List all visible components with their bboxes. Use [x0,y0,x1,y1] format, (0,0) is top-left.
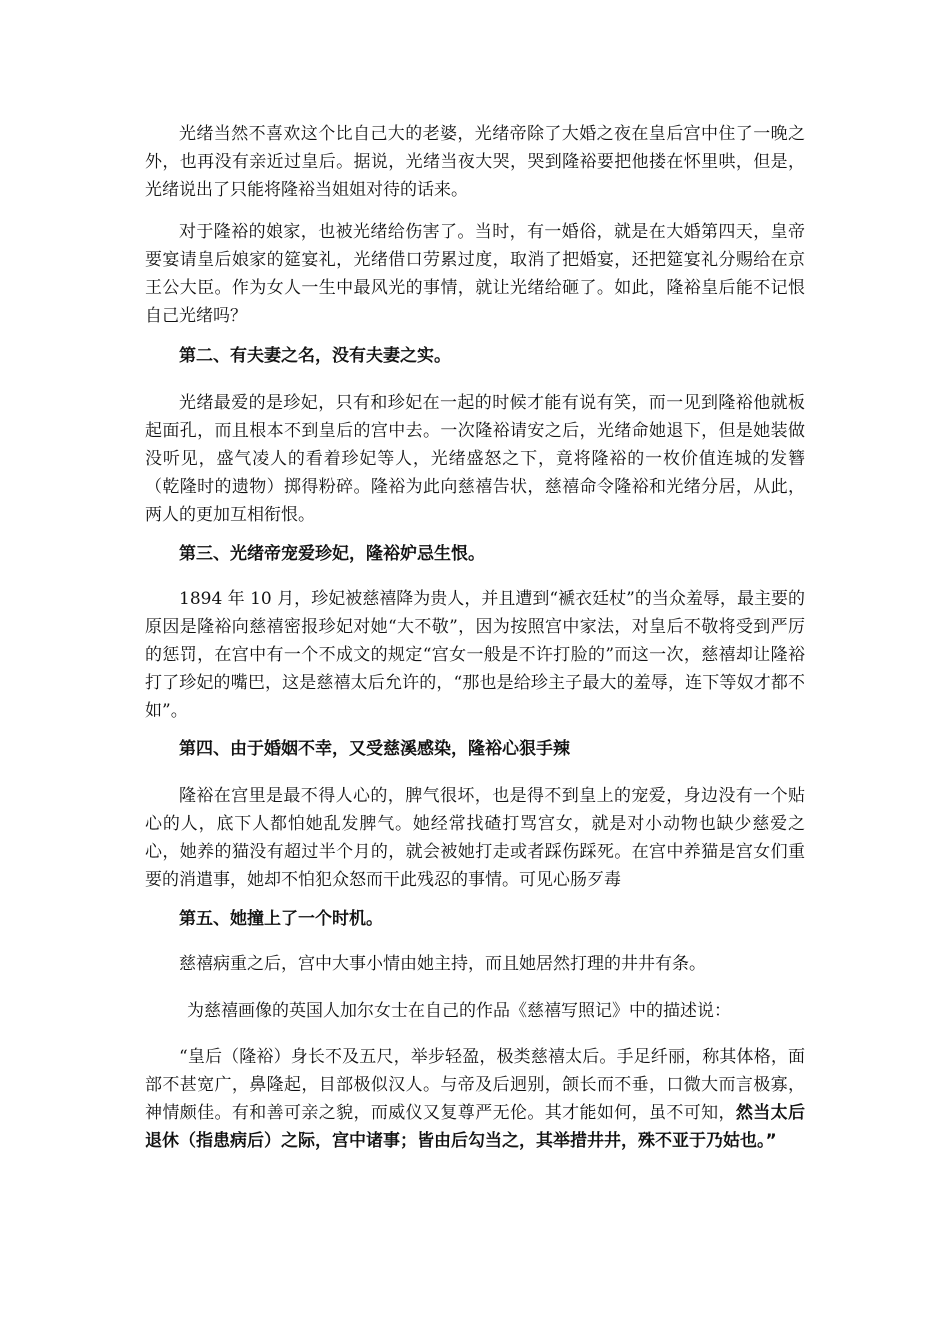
section-heading-2: 第二、有夫妻之名，没有夫妻之实。 [179,346,451,366]
quote-normal-text: “皇后（隆裕）身长不及五尺，举步轻盈，极类慈禧太后。手足纤丽，称其体格，面部不甚宽广，鼻隆起，目部极似汉人。与帝及后迥别，颌长而不垂，口微大而言极寡，神情颇佳。有和善可亲之貌，而威仪又复尊严无伦。其才能如何，虽不可知， [145,1047,805,1123]
paragraph-8 [145,1043,805,1155]
paragraph-6: 慈禧病重之后，宫中大事小情由她主持，而且她居然打理的井井有条。 [179,954,706,974]
section-heading-5: 第五、她撞上了一个时机。 [179,909,383,929]
paragraph-7: 为慈禧画像的英国人加尔女士在自己的作品《慈禧写照记》中的描述说： [187,1001,731,1021]
paragraph-3: 光绪最爱的是珍妃，只有和珍妃在一起的时候才能有说有笑，而一见到隆裕他就板起面孔，而且根本不到皇后的宫中去。一次隆裕请安之后，光绪命她退下，但是她装做没听见，盛气凌人的看着珍妃等人，光绪盛怒之下，竟将隆裕的一枚价值连城的发簪（乾隆时的遗物）掷得粉碎。隆裕为此向慈禧告状，慈禧命令隆裕和光绪分居，从此，两人的更加互相衔恨。 [145,393,805,525]
paragraph-4: 1894 年 10 月，珍妃被慈禧降为贵人，并且遭到“褫衣廷杖”的当众羞辱，最主要的原因是隆裕向慈禧密报珍妃对她“大不敬”，因为按照宫中家法，对皇后不敬将受到严厉的惩罚，在宫中有一个不成文的规定“宫女一般是不许打脸的”而这一次，慈禧却让隆裕打了珍妃的嘴巴，这是慈禧太后允许的，“那也是给珍主子最大的羞辱，连下等奴才都不如”。 [145,589,805,721]
quote-bold-text: 然当太后退休（指患病后）之际，宫中诸事；皆由后勾当之，其举措井井，殊不亚于乃姑也。” [145,1103,806,1151]
section-heading-3: 第三、光绪帝宠爱珍妃，隆裕妒忌生恨。 [179,544,485,564]
section-heading-4: 第四、由于婚姻不幸，又受慈溪感染，隆裕心狠手辣 [179,739,570,759]
paragraph-1: 光绪当然不喜欢这个比自己大的老婆，光绪帝除了大婚之夜在皇后宫中住了一晚之外，也再没有亲近过皇后。据说，光绪当夜大哭，哭到隆裕要把他搂在怀里哄，但是，光绪说出了只能将隆裕当姐姐对待的话来。 [145,124,805,200]
paragraph-2: 对于隆裕的娘家，也被光绪给伤害了。当时，有一婚俗，就是在大婚第四天，皇帝要宴请皇后娘家的筵宴礼，光绪借口劳累过度，取消了把婚宴，还把筵宴礼分赐给在京王公大臣。作为女人一生中最风光的事情，就让光绪给砸了。如此，隆裕皇后能不记恨自己光绪吗？ [145,222,805,326]
paragraph-5: 隆裕在宫里是最不得人心的，脾气很坏，也是得不到皇上的宠爱，身边没有一个贴心的人，底下人都怕她乱发脾气。她经常找碴打骂宫女，就是对小动物也缺少慈爱之心，她养的猫没有超过半个月的，就会被她打走或者踩伤踩死。在宫中养猫是宫女们重要的消遣事，她却不怕犯众怒而干此残忍的事情。可见心肠歹毒 [145,786,805,890]
